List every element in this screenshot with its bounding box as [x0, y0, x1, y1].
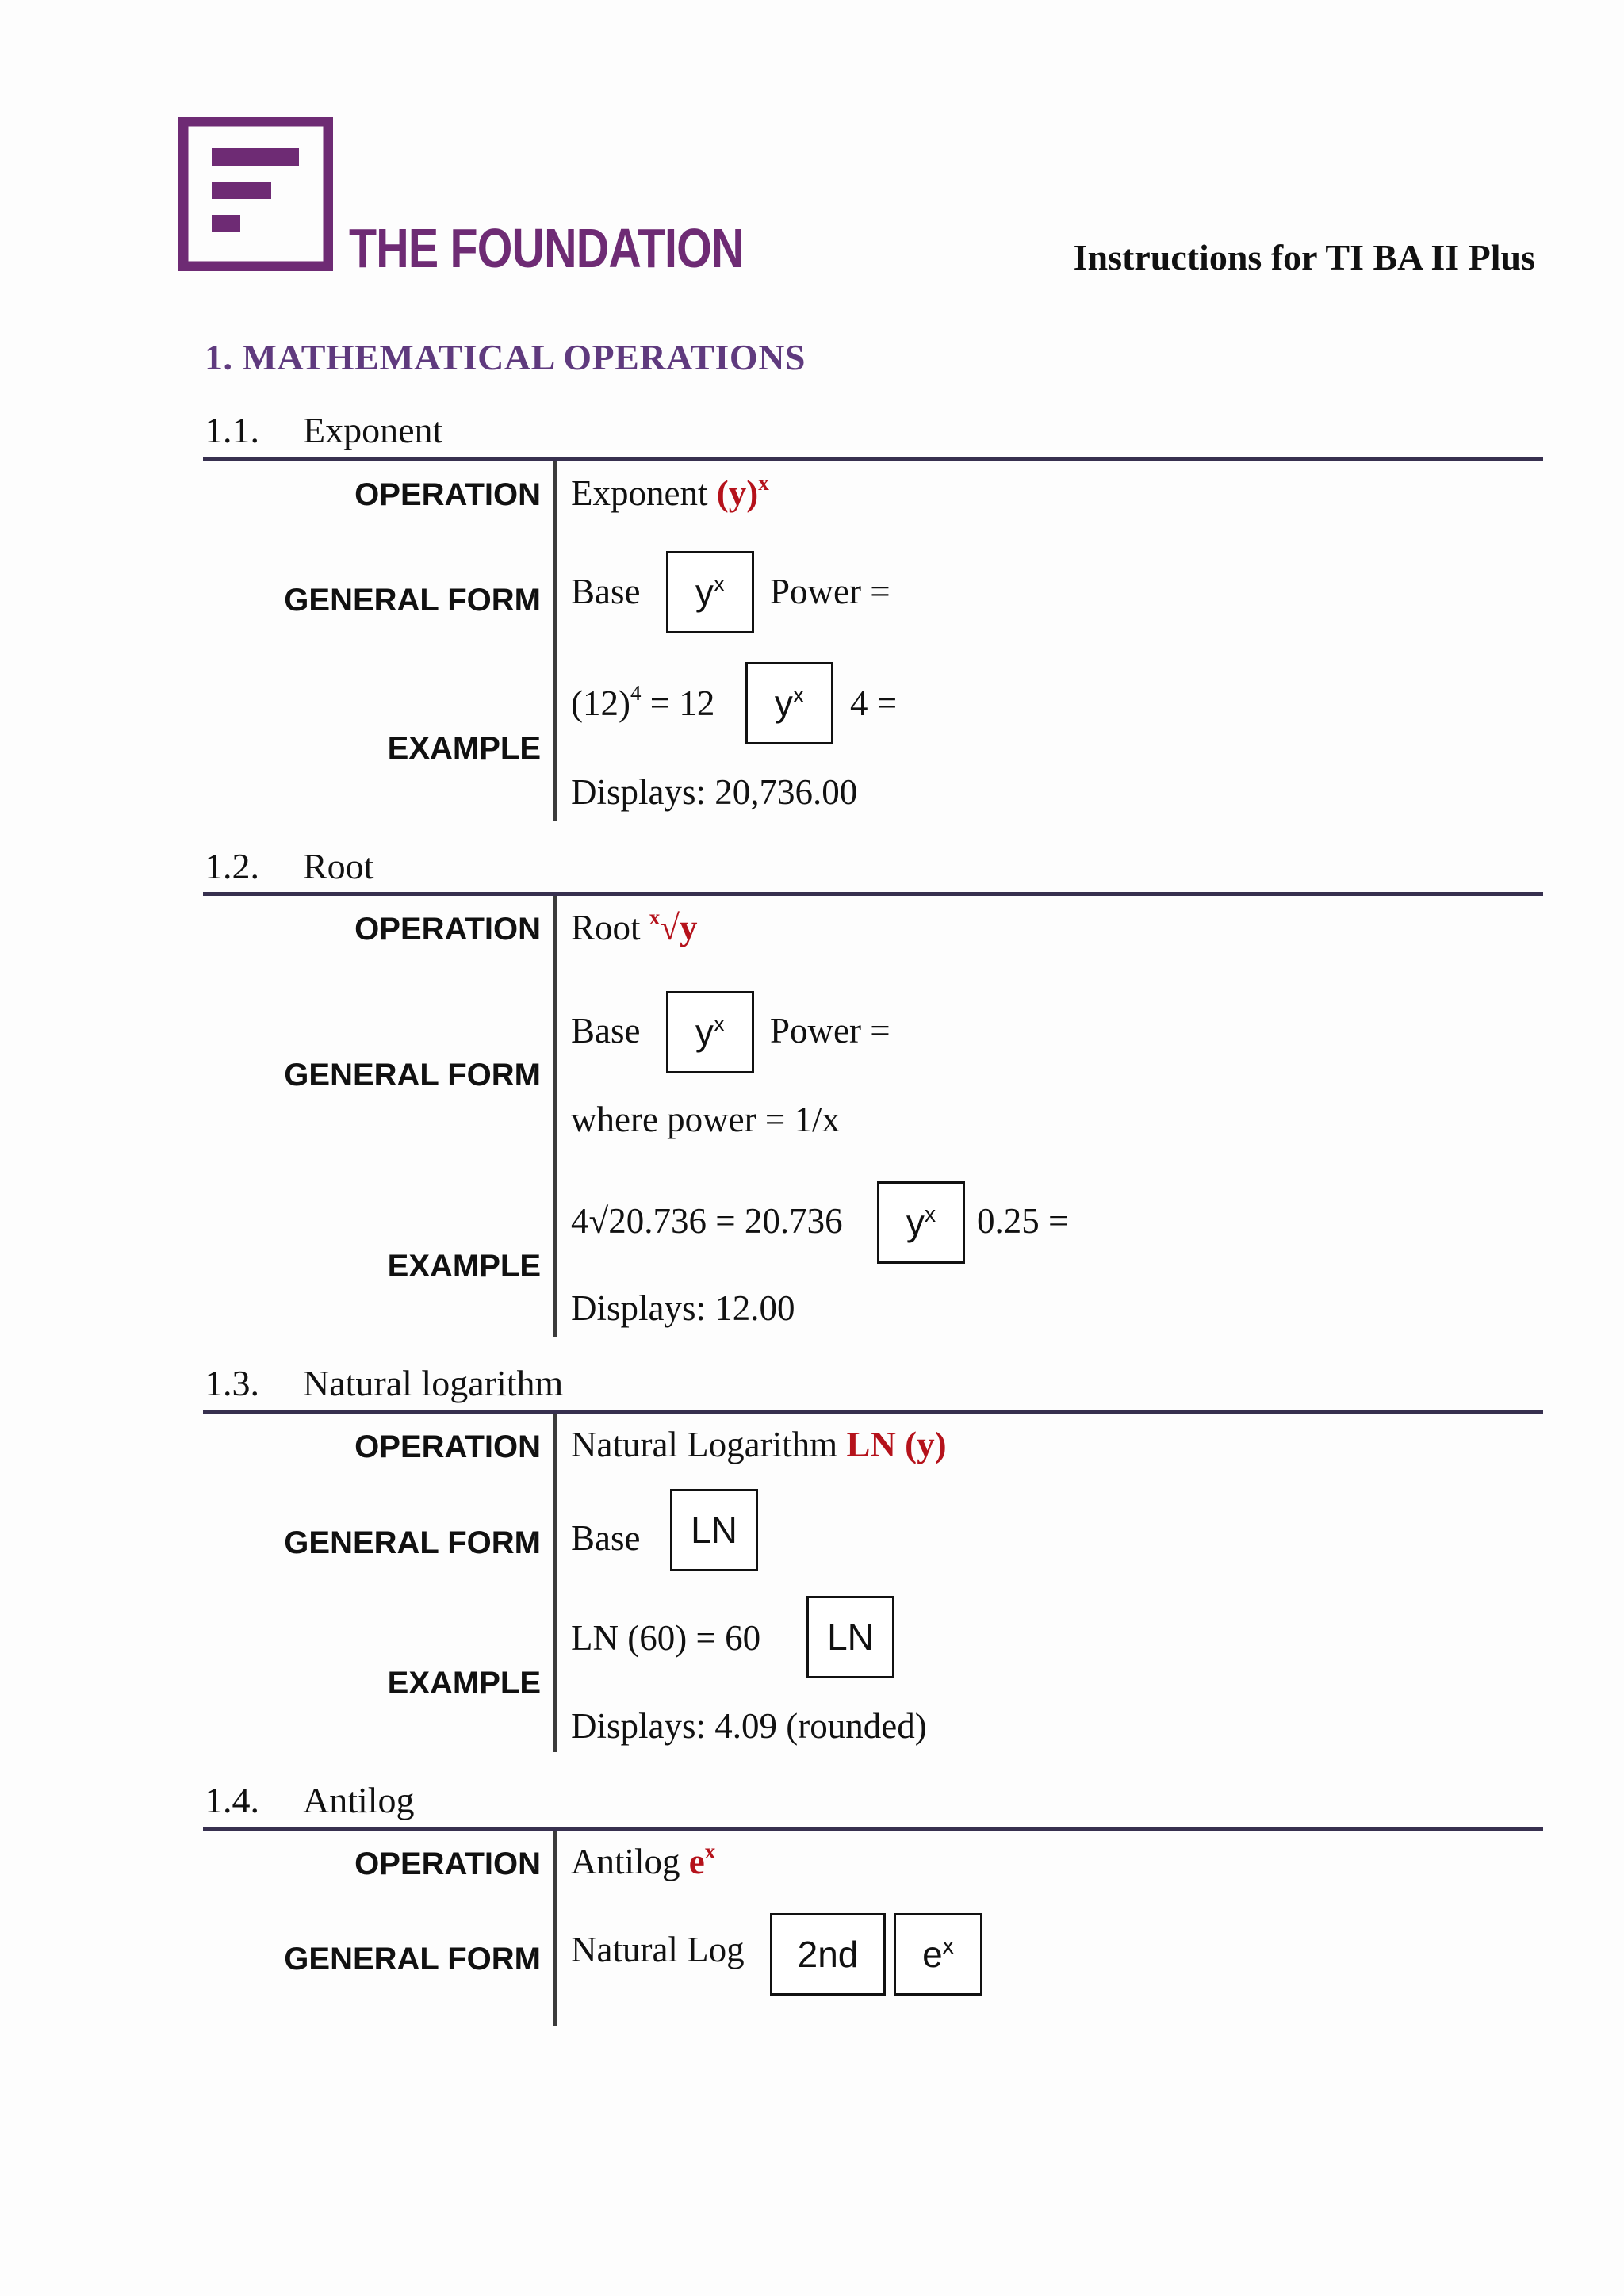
yx-key-icon: y $^x$ [745, 662, 833, 744]
general-form-prefix: Base [571, 1011, 641, 1050]
example-display: Displays: 20,736.00 [571, 772, 858, 812]
operation-cell: Exponent $(y)^x$ [571, 471, 769, 513]
column-divider [553, 1414, 557, 1752]
ln-key-icon: LN [670, 1489, 758, 1571]
column-divider [553, 461, 557, 821]
document-title: Instructions for TI BA II Plus [1073, 237, 1535, 277]
section-divider [203, 892, 1543, 896]
section-divider [203, 1827, 1543, 1831]
general-form-label: GENERAL FORM [284, 1058, 541, 1093]
example-expression: $(12)^4 = 12$ [571, 681, 715, 723]
operation-cell: Root $^x$√y [571, 905, 698, 947]
example-expression: 4√20.736 = 20.736 [571, 1201, 843, 1241]
general-form-suffix: Power = [770, 572, 891, 611]
section-title: 1. MATHEMATICAL OPERATIONS [205, 337, 806, 377]
example-label: EXAMPLE [387, 731, 541, 766]
column-divider [553, 1831, 557, 2026]
yx-key-icon: y $^x$ [666, 551, 754, 633]
subsection-title-antilog: 1.4. Antilog [205, 1780, 415, 1820]
general-form-note: where power = 1/x [571, 1100, 841, 1139]
example-display: Displays: 12.00 [571, 1288, 795, 1328]
column-divider [553, 896, 557, 1337]
example-suffix: 4 = [850, 683, 898, 723]
operation-label: OPERATION [354, 912, 541, 947]
operation-label: OPERATION [354, 477, 541, 512]
example-label: EXAMPLE [387, 1666, 541, 1701]
example-expression: LN (60) = 60 [571, 1618, 761, 1658]
operation-label: OPERATION [354, 1846, 541, 1881]
yx-key-icon: y $^x$ [877, 1181, 965, 1264]
brand-name: THE FOUNDATION [349, 217, 744, 279]
subsection-title-root: 1.2. Root [205, 846, 374, 886]
general-form-label: GENERAL FORM [284, 1525, 541, 1560]
example-suffix: 0.25 = [977, 1201, 1069, 1241]
section-divider [203, 457, 1543, 461]
ln-key-icon: LN [806, 1596, 894, 1678]
general-form-label: GENERAL FORM [284, 583, 541, 618]
example-display: Displays: 4.09 (rounded) [571, 1706, 927, 1746]
foundation-logo-icon [178, 117, 333, 271]
operation-cell: Antilog $e^x$ [571, 1839, 716, 1881]
yx-key-icon: y $^x$ [666, 991, 754, 1073]
general-form-prefix: Natural Log [571, 1930, 745, 1969]
second-key-icon: 2nd [770, 1913, 886, 1996]
operation-cell: Natural Logarithm LN (y) [571, 1425, 947, 1464]
subsection-title-exponent: 1.1. Exponent [205, 410, 443, 450]
general-form-prefix: Base [571, 1518, 641, 1558]
general-form-prefix: Base [571, 572, 641, 611]
general-form-label: GENERAL FORM [284, 1942, 541, 1976]
general-form-suffix: Power = [770, 1011, 891, 1050]
operation-label: OPERATION [354, 1429, 541, 1464]
example-label: EXAMPLE [387, 1249, 541, 1284]
section-divider [203, 1410, 1543, 1414]
subsection-title-natural-logarithm: 1.3. Natural logarithm [205, 1363, 564, 1403]
ex-key-icon: e $^x$ [894, 1913, 982, 1996]
